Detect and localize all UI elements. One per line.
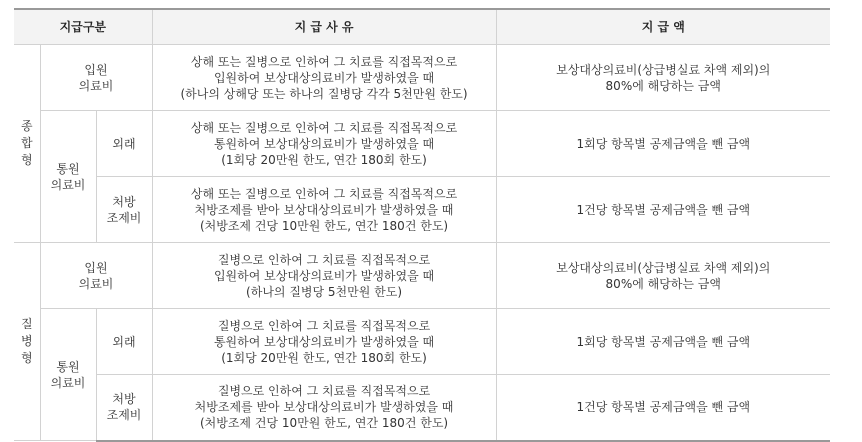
inpatient-amount: 보상대상의료비(상급병실료 차액 제외)의 80%에 해당하는 금액 <box>496 45 830 111</box>
prescription-reason: 질병으로 인하여 그 치료를 직접목적으로 처방조제를 받아 보상대상의료비가 발생하였을 때 (처방조제 건당 10만원 한도, 연간 180건 한도) <box>152 375 496 441</box>
outpatient-visit-label: 외래 <box>96 111 152 177</box>
inpatient-label: 입원 의료비 <box>40 243 152 309</box>
table-row <box>14 309 830 375</box>
prescription-amount: 1건당 항목별 공제금액을 뺀 금액 <box>496 375 830 441</box>
prescription-label: 처방 조제비 <box>96 177 152 243</box>
type-label: 질 병 형 <box>20 317 33 365</box>
table-row <box>14 45 830 111</box>
outpatient-label: 통원 의료비 <box>40 111 96 243</box>
table-row <box>14 177 830 243</box>
inpatient-reason: 상해 또는 질병으로 인하여 그 치료를 직접목적으로 입원하여 보상대상의료비가 발생하였을 때 (하나의 상해당 또는 하나의 질병당 각각 5천만원 한도) <box>152 45 496 111</box>
prescription-label: 처방 조제비 <box>96 375 152 441</box>
inpatient-amount: 보상대상의료비(상급병실료 차액 제외)의 80%에 해당하는 금액 <box>496 243 830 309</box>
inpatient-reason: 질병으로 인하여 그 치료를 직접목적으로 입원하여 보상대상의료비가 발생하였을 때 (하나의 질병당 5천만원 한도) <box>152 243 496 309</box>
outpatient-label: 통원 의료비 <box>40 309 96 441</box>
type-label: 종 합 형 <box>20 119 33 167</box>
header-amount: 지 급 액 <box>496 9 830 45</box>
benefit-table <box>14 8 830 442</box>
header-category: 지급구분 <box>14 9 152 45</box>
outpatient-visit-amount: 1회당 항목별 공제금액을 뺀 금액 <box>496 309 830 375</box>
inpatient-label: 입원 의료비 <box>40 45 152 111</box>
table-row <box>14 111 830 177</box>
header-row <box>14 9 830 45</box>
type-cell-disease <box>14 243 40 441</box>
outpatient-visit-label: 외래 <box>96 309 152 375</box>
prescription-reason: 상해 또는 질병으로 인하여 그 치료를 직접목적으로 처방조제를 받아 보상대상의료비가 발생하였을 때 (처방조제 건당 10만원 한도, 연간 180건 한도) <box>152 177 496 243</box>
type-cell-comprehensive <box>14 45 40 243</box>
outpatient-visit-reason: 질병으로 인하여 그 치료를 직접목적으로 통원하여 보상대상의료비가 발생하였을 때 (1회당 20만원 한도, 연간 180회 한도) <box>152 309 496 375</box>
prescription-amount: 1건당 항목별 공제금액을 뺀 금액 <box>496 177 830 243</box>
header-reason: 지 급 사 유 <box>152 9 496 45</box>
outpatient-visit-reason: 상해 또는 질병으로 인하여 그 치료를 직접목적으로 통원하여 보상대상의료비가 발생하였을 때 (1회당 20만원 한도, 연간 180회 한도) <box>152 111 496 177</box>
table-row <box>14 243 830 309</box>
table-row <box>14 375 830 441</box>
outpatient-visit-amount: 1회당 항목별 공제금액을 뺀 금액 <box>496 111 830 177</box>
